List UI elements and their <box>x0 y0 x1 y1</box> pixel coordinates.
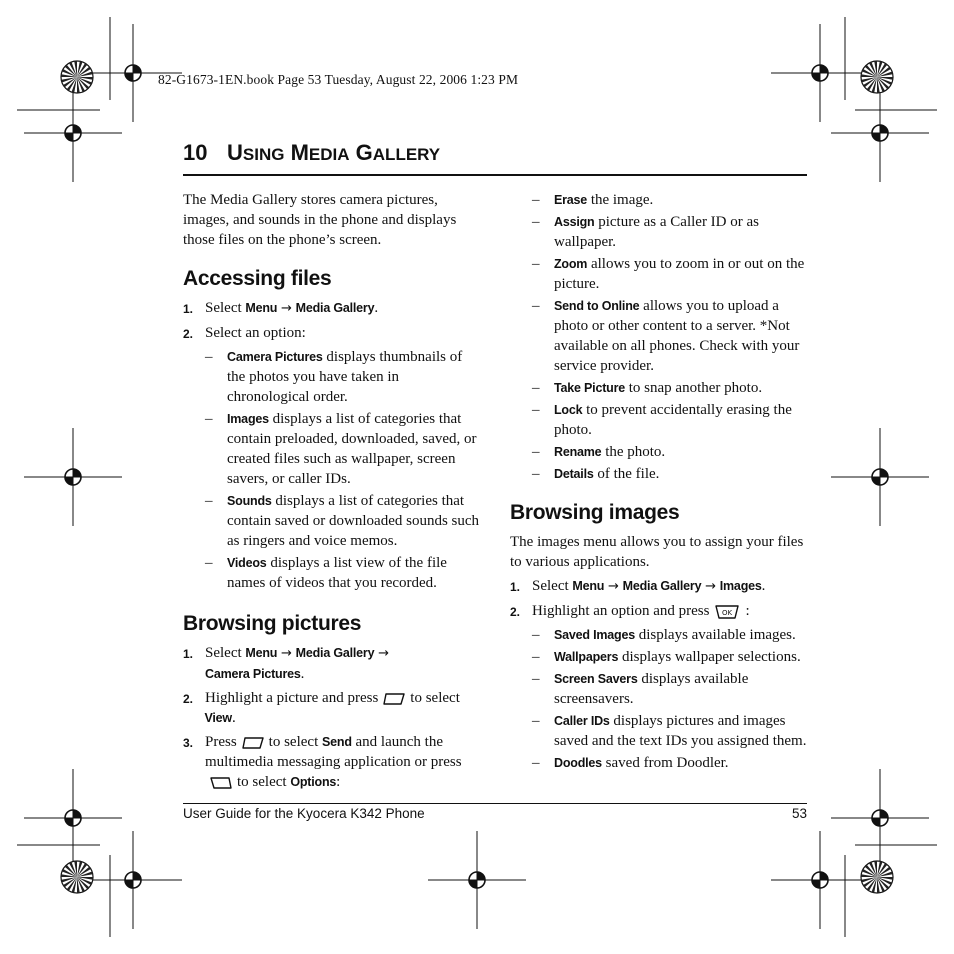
svg-text:OK: OK <box>722 608 733 617</box>
option-assign: – Assign picture as a Caller ID or as wallpaper. <box>532 214 760 250</box>
registration-mark <box>831 84 929 182</box>
option-sounds: – Sounds displays a list of categories that contain saved or downloaded sounds such as ringers and voice memos. <box>205 493 480 549</box>
left-softkey-icon <box>382 691 406 707</box>
book-file-header: 82-G1673-1EN.book Page 53 Tuesday, August 22, 2006 1:23 PM <box>158 72 519 87</box>
registration-mark <box>771 24 869 122</box>
right-column <box>510 190 810 775</box>
accessing-step-1: 1. Select Menu → Media Gallery. <box>183 300 379 316</box>
option-screen-savers: – Screen Savers displays available screensavers. <box>532 671 749 707</box>
heading-accessing-files: Accessing files <box>183 267 332 290</box>
pictures-step-1: 1. Select Menu → Media Gallery → Camera Pictures. <box>183 645 389 682</box>
option-images: – Images displays a list of categories that contain preloaded, downloaded, saved, or created files such as wallpaper, screen savers, or caller IDs. <box>205 411 477 487</box>
registration-mark <box>428 831 526 929</box>
images-step-2: 2. Highlight an option and press OK : <box>510 603 750 619</box>
option-videos: – Videos displays a list view of the file names of videos that you recorded. <box>205 555 447 591</box>
registration-mark <box>24 84 122 182</box>
option-wallpapers: – Wallpapers displays wallpaper selections. <box>532 649 801 665</box>
chapter-rule <box>183 174 807 176</box>
images-step-1: 1. Select Menu → Media Gallery → Images. <box>510 578 766 594</box>
browsing-images-intro: The images menu allows you to assign your files to various applications. <box>510 534 804 570</box>
page-number: 53 <box>792 806 808 821</box>
pictures-step-3: 3. Press to select Send and launch the multimedia messaging application or pressto select Options: <box>183 734 462 790</box>
option-zoom: – Zoom allows you to zoom in or out on the picture. <box>532 256 805 292</box>
footer-rule <box>183 803 807 804</box>
option-saved-images: – Saved Images displays available images. <box>532 627 796 643</box>
intro-paragraph: The Media Gallery stores camera pictures, images, and sounds in the phone and displays those files on the phone’s screen. <box>183 192 457 248</box>
chapter-title-word-2: MEDIA <box>290 140 350 165</box>
option-erase: – Erase the image. <box>532 192 654 208</box>
registration-mark <box>771 831 869 929</box>
left-softkey-icon <box>241 735 265 751</box>
accessing-step-2: 2. Select an option: <box>183 325 306 341</box>
option-lock: – Lock to prevent accidentally erasing the photo. <box>532 402 792 438</box>
registration-mark <box>84 831 182 929</box>
chapter-title-word-1: USING <box>227 140 285 165</box>
chapter-number: 10 <box>183 140 208 165</box>
starburst-mark <box>861 861 893 893</box>
starburst-mark <box>861 61 893 93</box>
registration-mark <box>831 769 929 867</box>
option-send-to-online: – Send to Online allows you to upload a photo or other content to a server. *Not available on all phones. Check with your service provider. <box>532 298 800 374</box>
heading-browsing-images: Browsing images <box>510 501 680 524</box>
heading-browsing-pictures: Browsing pictures <box>183 612 362 635</box>
starburst-mark <box>61 861 93 893</box>
option-camera-pictures: – Camera Pictures displays thumbnails of the photos you have taken in chronological order. <box>205 349 463 405</box>
option-caller-ids: – Caller IDs displays pictures and images saved and the text IDs you assigned them. <box>532 713 807 749</box>
registration-mark <box>24 428 122 526</box>
starburst-mark <box>61 61 93 93</box>
option-details: – Details of the file. <box>532 466 660 482</box>
option-doodles: – Doodles saved from Doodler. <box>532 755 729 771</box>
registration-mark <box>831 428 929 526</box>
pictures-step-2: 2. Highlight a picture and press to select View. <box>183 690 460 726</box>
ok-key-icon <box>713 604 741 620</box>
chapter-title <box>183 140 440 166</box>
chapter-title-word-3: GALLERY <box>355 140 441 165</box>
right-softkey-icon <box>209 775 233 791</box>
footer-guide-title: User Guide for the Kyocera K342 Phone <box>183 806 425 821</box>
registration-mark <box>24 769 122 867</box>
option-take-picture: – Take Picture to snap another photo. <box>532 380 763 396</box>
option-rename: – Rename the photo. <box>532 444 666 460</box>
left-column <box>183 190 483 796</box>
